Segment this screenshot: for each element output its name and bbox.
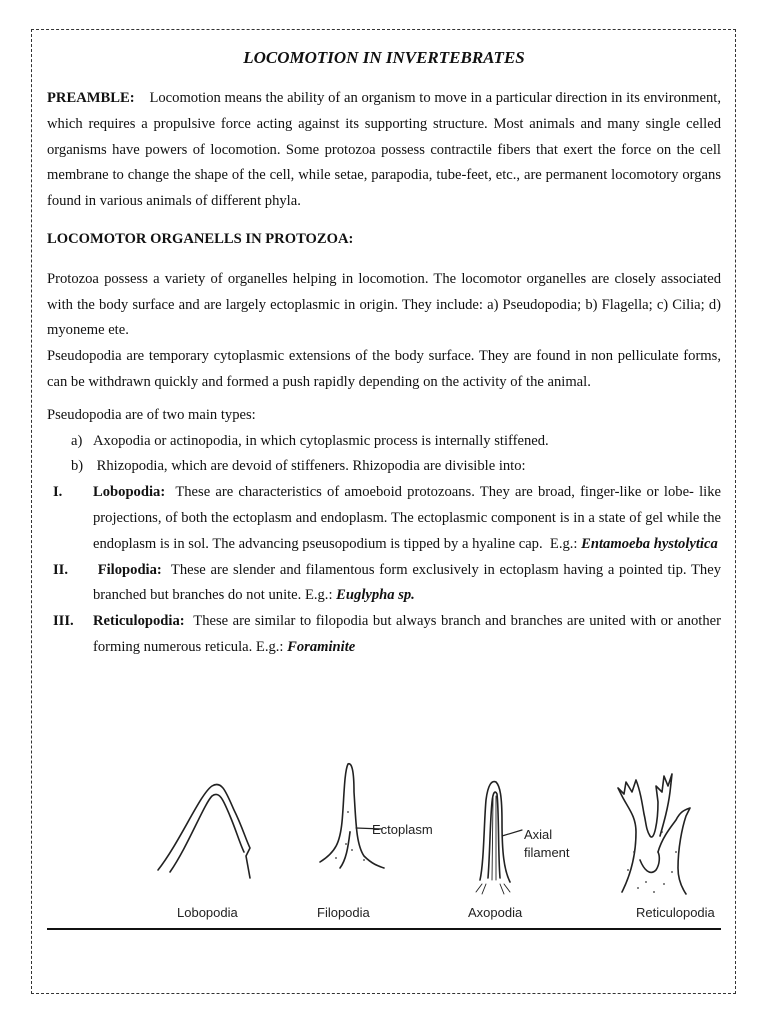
preamble-paragraph — [47, 86, 721, 215]
term-reticulopodia: Reticulopodia: — [93, 613, 185, 630]
definition-text: These are slender and filamentous form exclusively in ectoplasm having a pointed tip. They branched but branches do not unite. E.g.: — [93, 561, 725, 604]
preamble-text: Locomotion means the ability of an organism to move in a particular direction in its environment, which requires a propulsive force acting against its supporting structure. Most animals and many single celled organisms have powers of locomotion. Some protozoa possess contractile fibers that exert the force on the cell membrane to change the shape of the cell, while setae, parapodia, tube-feet, etc., are permanent locomotory organs found in various animals of different phyla. — [47, 90, 722, 210]
definition-text: These are characteristics of amoeboid protozoans. They are broad, finger-like or lobe- like projections, of both the ectoplasm and endoplasm. The ectoplasmic component is in a state of gel while the endoplasm is in sol. The advancing pseusopodium is tipped by a hyaline cap. E.g.: — [93, 484, 725, 552]
page-title: LOCOMOTION IN INVERTEBRATES — [243, 48, 525, 67]
list-item-text — [93, 480, 725, 557]
species-name: Euglypha sp. — [336, 587, 415, 604]
lobopodia-illustration — [158, 784, 250, 878]
pseudopodia-paragraph: Pseudopodia are temporary cytoplasmic extensions of the body surface. They are found in non pelliculate forms, can be withdrawn quickly and formed a push rapidly depending on the activity of the animal. — [47, 348, 721, 390]
bottom-rule — [47, 928, 721, 930]
list-marker: a) — [71, 432, 83, 449]
section-heading: LOCOMOTOR ORGANELLS IN PROTOZOA: — [47, 230, 354, 247]
list-item-text: Rhizopodia, which are devoid of stiffeners. Rhizopodia are divisible into: — [93, 458, 526, 475]
list-marker: II. — [53, 561, 69, 578]
rhizopodia-list — [47, 480, 725, 661]
definition-text: These are similar to filopodia but always branch and branches are united with or another forming numerous reticula. E.g.: — [93, 613, 725, 655]
list-item-text — [93, 558, 725, 610]
label-filopodia: Filopodia — [317, 905, 370, 920]
list-marker: I. — [53, 484, 63, 501]
list-item — [47, 429, 721, 455]
label-axial: Axial — [524, 827, 553, 842]
list-item — [47, 454, 721, 480]
types-list — [47, 429, 721, 481]
types-intro: Pseudopodia are of two main types: — [47, 406, 256, 423]
species-name: Foraminite — [287, 638, 356, 655]
term-filopodia: Filopodia: — [93, 561, 162, 578]
list-item-text — [93, 609, 725, 661]
label-filament: filament — [524, 845, 570, 860]
pseudopodia-figure — [150, 752, 730, 928]
preamble-label: PREAMBLE: — [47, 90, 135, 106]
species-name: Entamoeba hystolytica — [581, 535, 718, 552]
list-marker: b) — [71, 458, 84, 475]
label-ectoplasm: Ectoplasm — [372, 822, 433, 837]
list-item — [47, 609, 725, 661]
label-axopodia: Axopodia — [468, 905, 523, 920]
label-lobopodia: Lobopodia — [177, 905, 238, 920]
label-reticulopodia: Reticulopodia — [636, 905, 715, 920]
filopodia-illustration — [320, 764, 384, 868]
term-lobopodia: Lobopodia: — [93, 484, 166, 501]
reticulopodia-illustration — [618, 774, 690, 894]
document-body — [47, 42, 725, 661]
axopodia-illustration — [476, 782, 522, 894]
list-marker: III. — [53, 613, 74, 630]
list-item — [47, 480, 725, 557]
list-item-text: Axopodia or actinopodia, in which cytoplasmic process is internally stiffened. — [93, 432, 549, 449]
list-item — [47, 558, 725, 610]
organelles-paragraph: Protozoa possess a variety of organelles helping in locomotion. The locomotor organelles are closely associated with the body surface and are largely ectoplasmic in origin. They include: a) Pseudopodia; b) Flagella; c) Cilia; d) myoneme ete. — [47, 270, 721, 339]
